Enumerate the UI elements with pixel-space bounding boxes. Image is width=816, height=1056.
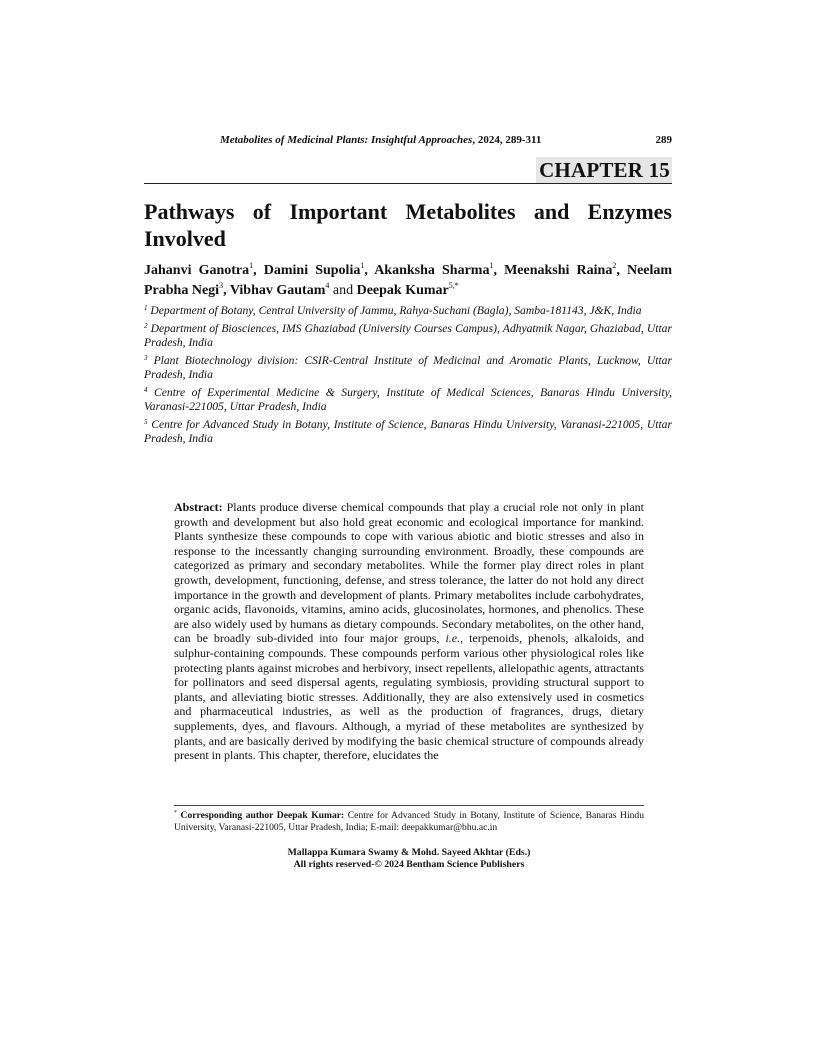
corresponding-author-footnote bbox=[174, 810, 644, 834]
journal-title: Metabolites of Medicinal Plants: Insightful Approaches bbox=[220, 134, 473, 146]
affiliations bbox=[144, 304, 672, 450]
affiliation bbox=[144, 304, 672, 319]
footnote-text: Centre for Advanced Study in Botany, Institute of Science, Banaras Hindu University, Varanasi-221005, Uttar Pradesh, India; E-mail: deepakkumar@bhu.ac.in bbox=[174, 810, 645, 833]
affiliation-text: Department of Botany, Central University of Jammu, Rahya-Suchani (Bagla), Samba-181143, J&K, India bbox=[150, 304, 642, 317]
abstract-text-continued: , terpenoids, phenols, alkaloids, and sulphur-containing compounds. These compounds perform various other physiological roles like protecting plants against microbes and herbivory, insect repellents, allelopathic agents, attractants for pollinators and seed dispersal agents, regulating symbiosis, providing structural support to plants, and alleviating biotic stresses. Additionally, they are also extensively used in cosmetics and pharmaceutical industries, as well as the production of fragrances, drugs, dietary supplements, dyes, and flavours. Although, a myriad of these metabolites are synthesized by plants, and are basically derived by modifying the basic chemical structure of compounds already present in plants. This chapter, therefore, elucidates the bbox=[174, 631, 644, 763]
author-affiliation-mark: 2 bbox=[612, 261, 617, 270]
author-affiliation-mark: 1 bbox=[360, 261, 365, 270]
chapter-divider bbox=[144, 183, 672, 184]
footnote-label: Corresponding author Deepak Kumar: bbox=[180, 810, 345, 821]
author-name: Jahanvi Ganotra bbox=[144, 263, 250, 278]
author-affiliation-mark: 5,* bbox=[448, 281, 459, 290]
author-name: Neelam Prabha Negi bbox=[144, 263, 673, 298]
author-conjunction: and bbox=[332, 283, 354, 298]
author-name: Meenakshi Raina bbox=[504, 263, 613, 278]
chapter-title: Pathways of Important Metabolites and Enzymes Involved bbox=[144, 199, 672, 251]
abstract-text: Plants produce diverse chemical compounds that play a crucial role not only in plant growth and development but also hold great economic and ecological importance for mankind. Plants synthesize these compounds to cope with various abiotic and biotic stresses and also in response to the incessantly changing surrounding environment. Broadly, these compounds are categorized as primary and secondary metabolites. While the former play direct roles in plant growth, development, functioning, defense, and stress tolerance, the latter do not hold any direct importance in the growth and development of plants. Primary metabolites include carbohydrates, organic acids, flavonoids, vitamins, amino acids, glucosinolates, hormones, and phenolics. These are also widely used by humans as dietary compounds. Secondary metabolites, on the other hand, can be broadly sub-divided into four major groups, bbox=[174, 500, 644, 646]
affiliation-number: 5 bbox=[144, 417, 148, 426]
author-name: Damini Supolia bbox=[263, 263, 361, 278]
affiliation bbox=[144, 386, 672, 415]
affiliation bbox=[144, 322, 672, 351]
author-name: Akanksha Sharma bbox=[374, 263, 490, 278]
page-number: 289 bbox=[655, 134, 672, 146]
journal-info: , 2024, 289-311 bbox=[472, 134, 542, 146]
author-affiliation-mark: 1 bbox=[489, 261, 494, 270]
affiliation-text: Centre of Experimental Medicine & Surgery, Institute of Medical Sciences, Banaras Hindu University, Varanasi-221005, Uttar Pradesh, India bbox=[144, 385, 673, 413]
affiliation-number: 1 bbox=[144, 304, 148, 312]
abstract bbox=[174, 500, 644, 763]
author-list: Jahanvi Ganotra$^1$, Damini Supolia$^1$, Akanksha Sharma$^1$, Meenakshi Raina$^2$, Neelam Prabha Negi$^3$, Vibhav Gautam$^4$ and Deepak Kumar$^{5,*}$ bbox=[144, 261, 673, 298]
abstract-ie: i.e. bbox=[445, 631, 461, 646]
affiliation-number: 4 bbox=[144, 385, 148, 394]
footnote-mark: * bbox=[174, 810, 177, 816]
author-affiliation-mark: 1 bbox=[249, 261, 254, 270]
chapter-label: CHAPTER 15 bbox=[536, 157, 672, 183]
author-name: Vibhav Gautam bbox=[229, 283, 326, 298]
author-name: Deepak Kumar bbox=[356, 283, 449, 298]
abstract-label: Abstract: bbox=[174, 500, 223, 514]
affiliation bbox=[144, 354, 672, 383]
affiliation-number: 3 bbox=[144, 353, 148, 362]
affiliation-text: Plant Biotechnology division: CSIR-Central Institute of Medicinal and Aromatic Plants, Lucknow, Uttar Pradesh, India bbox=[144, 353, 672, 381]
rights-line: All rights reserved-© 2024 Bentham Science Publishers bbox=[293, 859, 525, 870]
author-affiliation-mark: 4 bbox=[325, 281, 330, 290]
publisher-info bbox=[174, 847, 644, 871]
affiliation bbox=[144, 418, 672, 447]
journal-citation bbox=[220, 134, 541, 146]
editors-line: Mallappa Kumara Swamy & Mohd. Sayeed Akhtar (Eds.) bbox=[287, 847, 531, 858]
author-affiliation-mark: 3 bbox=[219, 281, 224, 290]
affiliation-number: 2 bbox=[144, 321, 148, 330]
footnote-divider bbox=[174, 805, 644, 806]
affiliation-text: Department of Biosciences, IMS Ghaziabad (University Courses Campus), Adhyatmik Nagar, Ghaziabad, Uttar Pradesh, India bbox=[144, 321, 672, 349]
affiliation-text: Centre for Advanced Study in Botany, Institute of Science, Banaras Hindu University, Varanasi-221005, Uttar Pradesh, India bbox=[144, 417, 672, 445]
